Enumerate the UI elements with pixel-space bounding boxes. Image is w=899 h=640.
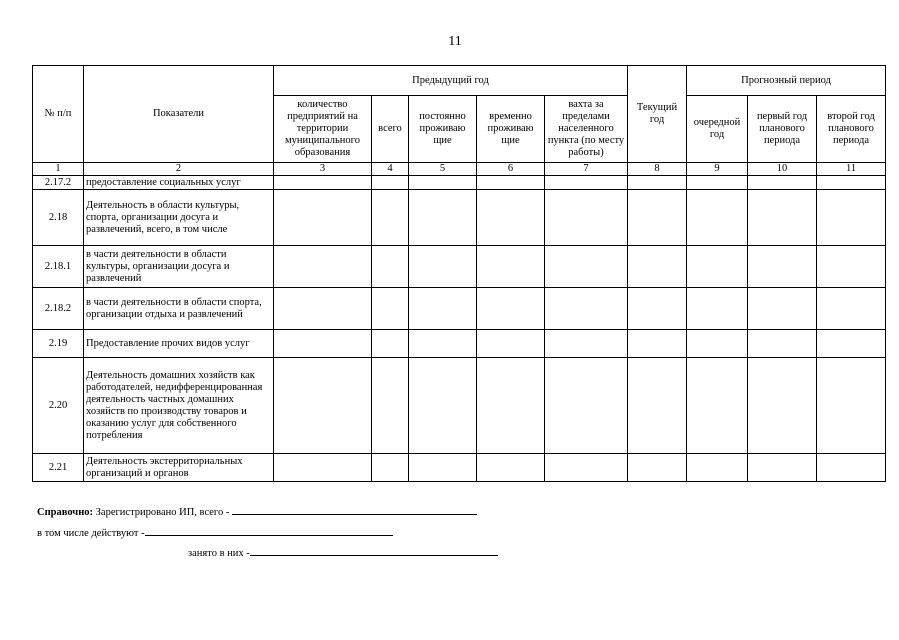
data-cell[interactable] — [628, 190, 687, 246]
data-cell[interactable] — [628, 454, 687, 482]
data-cell[interactable] — [817, 190, 886, 246]
column-number: 6 — [477, 163, 545, 176]
row-label: в части деятельности в области спорта, организации отдыха и развлечений — [84, 288, 274, 330]
header-permanent-residents: постоянно проживаю щие — [409, 96, 477, 163]
active-ip-label: в том числе действуют - — [37, 528, 145, 539]
row-label: в части деятельности в области культуры, организации досуга и развлечений — [84, 246, 274, 288]
data-cell[interactable] — [628, 176, 687, 190]
data-cell[interactable] — [748, 176, 817, 190]
header-current-year: Текущий год — [628, 66, 687, 163]
header-shift-workers: вахта за пределами населенного пункта (по месту работы) — [545, 96, 628, 163]
data-cell[interactable] — [748, 358, 817, 454]
data-cell[interactable] — [817, 454, 886, 482]
active-ip-field[interactable] — [145, 525, 393, 536]
row-number: 2.18 — [33, 190, 84, 246]
data-cell[interactable] — [545, 330, 628, 358]
data-cell[interactable] — [628, 358, 687, 454]
data-cell[interactable] — [477, 288, 545, 330]
column-number: 2 — [84, 163, 274, 176]
table-row — [33, 246, 886, 288]
column-number: 7 — [545, 163, 628, 176]
reference-label: Справочно: — [37, 507, 94, 518]
table-row — [33, 288, 886, 330]
data-cell[interactable] — [545, 190, 628, 246]
data-cell[interactable] — [409, 190, 477, 246]
row-label: Деятельность домашних хозяйств как работодателей, недифференцированная деятельность частных домашних хозяйств по производству товаров и оказанию услуг для собственного потребления — [84, 358, 274, 454]
header-indicators: Показатели — [84, 66, 274, 163]
data-cell[interactable] — [409, 358, 477, 454]
data-cell[interactable] — [409, 176, 477, 190]
row-label: Деятельность экстерриториальных организаций и органов — [84, 454, 274, 482]
data-cell[interactable] — [477, 190, 545, 246]
header-row-number: № п/п — [33, 66, 84, 163]
data-cell[interactable] — [817, 246, 886, 288]
data-cell[interactable] — [687, 454, 748, 482]
table-row — [33, 330, 886, 358]
data-cell[interactable] — [274, 176, 372, 190]
data-cell[interactable] — [545, 454, 628, 482]
employed-line — [188, 545, 498, 559]
active-line — [37, 525, 393, 539]
data-cell[interactable] — [372, 176, 409, 190]
column-number: 3 — [274, 163, 372, 176]
data-cell[interactable] — [748, 330, 817, 358]
data-cell[interactable] — [409, 454, 477, 482]
data-cell[interactable] — [687, 246, 748, 288]
data-cell[interactable] — [687, 358, 748, 454]
header-temporary-residents: временно проживаю щие — [477, 96, 545, 163]
data-cell[interactable] — [372, 358, 409, 454]
data-cell[interactable] — [628, 330, 687, 358]
data-cell[interactable] — [817, 330, 886, 358]
data-cell[interactable] — [274, 330, 372, 358]
column-number: 11 — [817, 163, 886, 176]
column-number: 1 — [33, 163, 84, 176]
header-forecast-period: Прогнозный период — [687, 66, 886, 96]
data-cell[interactable] — [687, 190, 748, 246]
header-enterprises-count: количество предприятий на территории муниципального образования — [274, 96, 372, 163]
data-cell[interactable] — [545, 176, 628, 190]
table-row — [33, 176, 886, 190]
data-cell[interactable] — [817, 176, 886, 190]
data-cell[interactable] — [477, 246, 545, 288]
table-row — [33, 190, 886, 246]
data-cell[interactable] — [372, 454, 409, 482]
data-cell[interactable] — [477, 454, 545, 482]
row-number: 2.18.1 — [33, 246, 84, 288]
data-cell[interactable] — [477, 176, 545, 190]
data-cell[interactable] — [372, 330, 409, 358]
row-label: Предоставление прочих видов услуг — [84, 330, 274, 358]
page-number: 11 — [448, 34, 462, 49]
data-cell[interactable] — [477, 358, 545, 454]
data-cell[interactable] — [628, 288, 687, 330]
data-cell[interactable] — [274, 288, 372, 330]
data-cell[interactable] — [687, 176, 748, 190]
data-cell[interactable] — [274, 454, 372, 482]
data-cell[interactable] — [817, 288, 886, 330]
data-cell[interactable] — [545, 246, 628, 288]
registered-ip-field[interactable] — [232, 504, 477, 515]
header-plan-year-2: второй год планового периода — [817, 96, 886, 163]
registered-ip-label: Зарегистрировано ИП, всего - — [95, 507, 230, 518]
data-cell[interactable] — [817, 358, 886, 454]
row-number: 2.18.2 — [33, 288, 84, 330]
header-plan-year-1: первый год планового периода — [748, 96, 817, 163]
table-row — [33, 358, 886, 454]
column-number: 9 — [687, 163, 748, 176]
row-label: Деятельность в области культуры, спорта, организации досуга и развлечений, всего, в том числе — [84, 190, 274, 246]
data-cell[interactable] — [372, 190, 409, 246]
row-label: предоставление социальных услуг — [84, 176, 274, 190]
data-cell[interactable] — [748, 246, 817, 288]
header-total: всего — [372, 96, 409, 163]
data-cell[interactable] — [409, 330, 477, 358]
data-cell[interactable] — [748, 288, 817, 330]
column-number: 4 — [372, 163, 409, 176]
reference-line — [37, 504, 477, 518]
column-number: 8 — [628, 163, 687, 176]
row-number: 2.21 — [33, 454, 84, 482]
data-cell[interactable] — [372, 288, 409, 330]
data-cell[interactable] — [274, 246, 372, 288]
data-cell[interactable] — [274, 190, 372, 246]
data-cell[interactable] — [748, 454, 817, 482]
column-number-row — [33, 163, 886, 176]
data-cell[interactable] — [274, 358, 372, 454]
data-cell[interactable] — [477, 330, 545, 358]
data-cell[interactable] — [628, 246, 687, 288]
row-number: 2.20 — [33, 358, 84, 454]
data-cell[interactable] — [372, 246, 409, 288]
column-number: 10 — [748, 163, 817, 176]
employed-label: занято в них - — [188, 548, 250, 559]
data-cell[interactable] — [409, 246, 477, 288]
column-number: 5 — [409, 163, 477, 176]
data-cell[interactable] — [687, 330, 748, 358]
data-cell[interactable] — [545, 288, 628, 330]
employed-field[interactable] — [250, 545, 498, 556]
data-cell[interactable] — [748, 190, 817, 246]
table-row — [33, 454, 886, 482]
row-number: 2.19 — [33, 330, 84, 358]
row-number: 2.17.2 — [33, 176, 84, 190]
data-cell[interactable] — [687, 288, 748, 330]
header-next-year: очередной год — [687, 96, 748, 163]
data-cell[interactable] — [409, 288, 477, 330]
indicators-table — [32, 65, 886, 482]
header-previous-year: Предыдущий год — [274, 66, 628, 96]
data-cell[interactable] — [545, 358, 628, 454]
